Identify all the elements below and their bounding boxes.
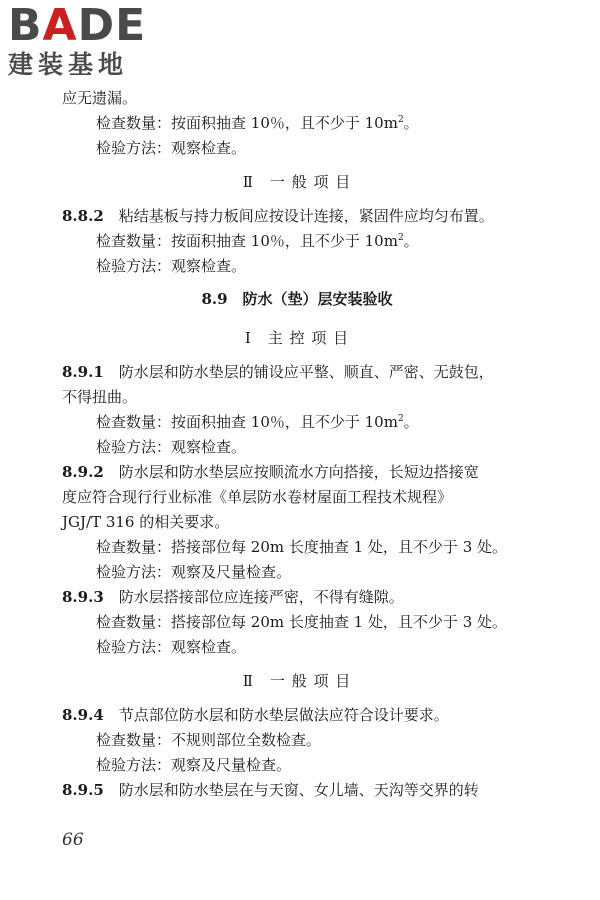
clause-8-8-2: 8.8.2 粘结基板与持力板间应按设计连接，紧固件应均匀布置。 <box>62 207 494 225</box>
page-number: 66 <box>62 830 84 850</box>
inspection-quantity: 检查数量：按面积抽查 10％，且不少于 $10m^2$。 <box>96 413 419 431</box>
subsection-heading: Ⅱ 一 般 项 目 <box>242 672 352 690</box>
text-line: 不得扭曲。 <box>62 388 138 406</box>
inspection-quantity: 检查数量：按面积抽查 10％，且不少于 $10m^2$。 <box>96 232 419 250</box>
section-title: 8.9 防水（垫）层安装验收 <box>201 290 393 308</box>
text-line: 应无遗漏。 <box>62 89 138 107</box>
inspection-method: 检验方法：观察及尺量检查。 <box>96 756 292 774</box>
inspection-method: 检验方法：观察检查。 <box>96 257 247 275</box>
text-line: 度应符合现行行业标准《单层防水卷材屋面工程技术规程》 <box>62 488 453 506</box>
subsection-heading: Ⅰ 主 控 项 目 <box>244 329 350 347</box>
inspection-quantity: 检查数量：按面积抽查 10％，且不少于 $10m^2$。 <box>96 114 419 132</box>
inspection-quantity: 检查数量：搭接部位每 20m 长度抽查 1 处，且不少于 3 处。 <box>96 613 508 631</box>
logo <box>8 0 178 80</box>
clause-8-9-2: 8.9.2 防水层和防水垫层应按顺流水方向搭接，长短边搭接宽 <box>62 463 479 481</box>
clause-8-9-5: 8.9.5 防水层和防水垫层在与天窗、女儿墙、天沟等交界的转 <box>62 781 479 799</box>
clause-8-9-1: 8.9.1 防水层和防水垫层的铺设应平整、顺直、严密、无鼓包， <box>62 363 494 381</box>
inspection-quantity: 检查数量：搭接部位每 20m 长度抽查 1 处，且不少于 3 处。 <box>96 538 508 556</box>
inspection-method: 检验方法：观察及尺量检查。 <box>96 563 292 581</box>
logo-wordmark: BADE <box>8 0 147 51</box>
clause-8-9-4: 8.9.4 节点部位防水层和防水垫层做法应符合设计要求。 <box>62 706 449 724</box>
inspection-method: 检验方法：观察检查。 <box>96 438 247 456</box>
text-line: JGJ/T 316 的相关要求。 <box>62 513 230 531</box>
logo-subtitle: 建装基地 <box>8 50 129 79</box>
inspection-method: 检验方法：观察检查。 <box>96 638 247 656</box>
inspection-quantity: 检查数量：不规则部位全数检查。 <box>96 731 322 749</box>
page-body <box>62 86 532 803</box>
clause-8-9-3: 8.9.3 防水层搭接部位应连接严密，不得有缝隙。 <box>62 588 404 606</box>
inspection-method: 检验方法：观察检查。 <box>96 139 247 157</box>
subsection-heading: Ⅱ 一 般 项 目 <box>242 173 352 191</box>
